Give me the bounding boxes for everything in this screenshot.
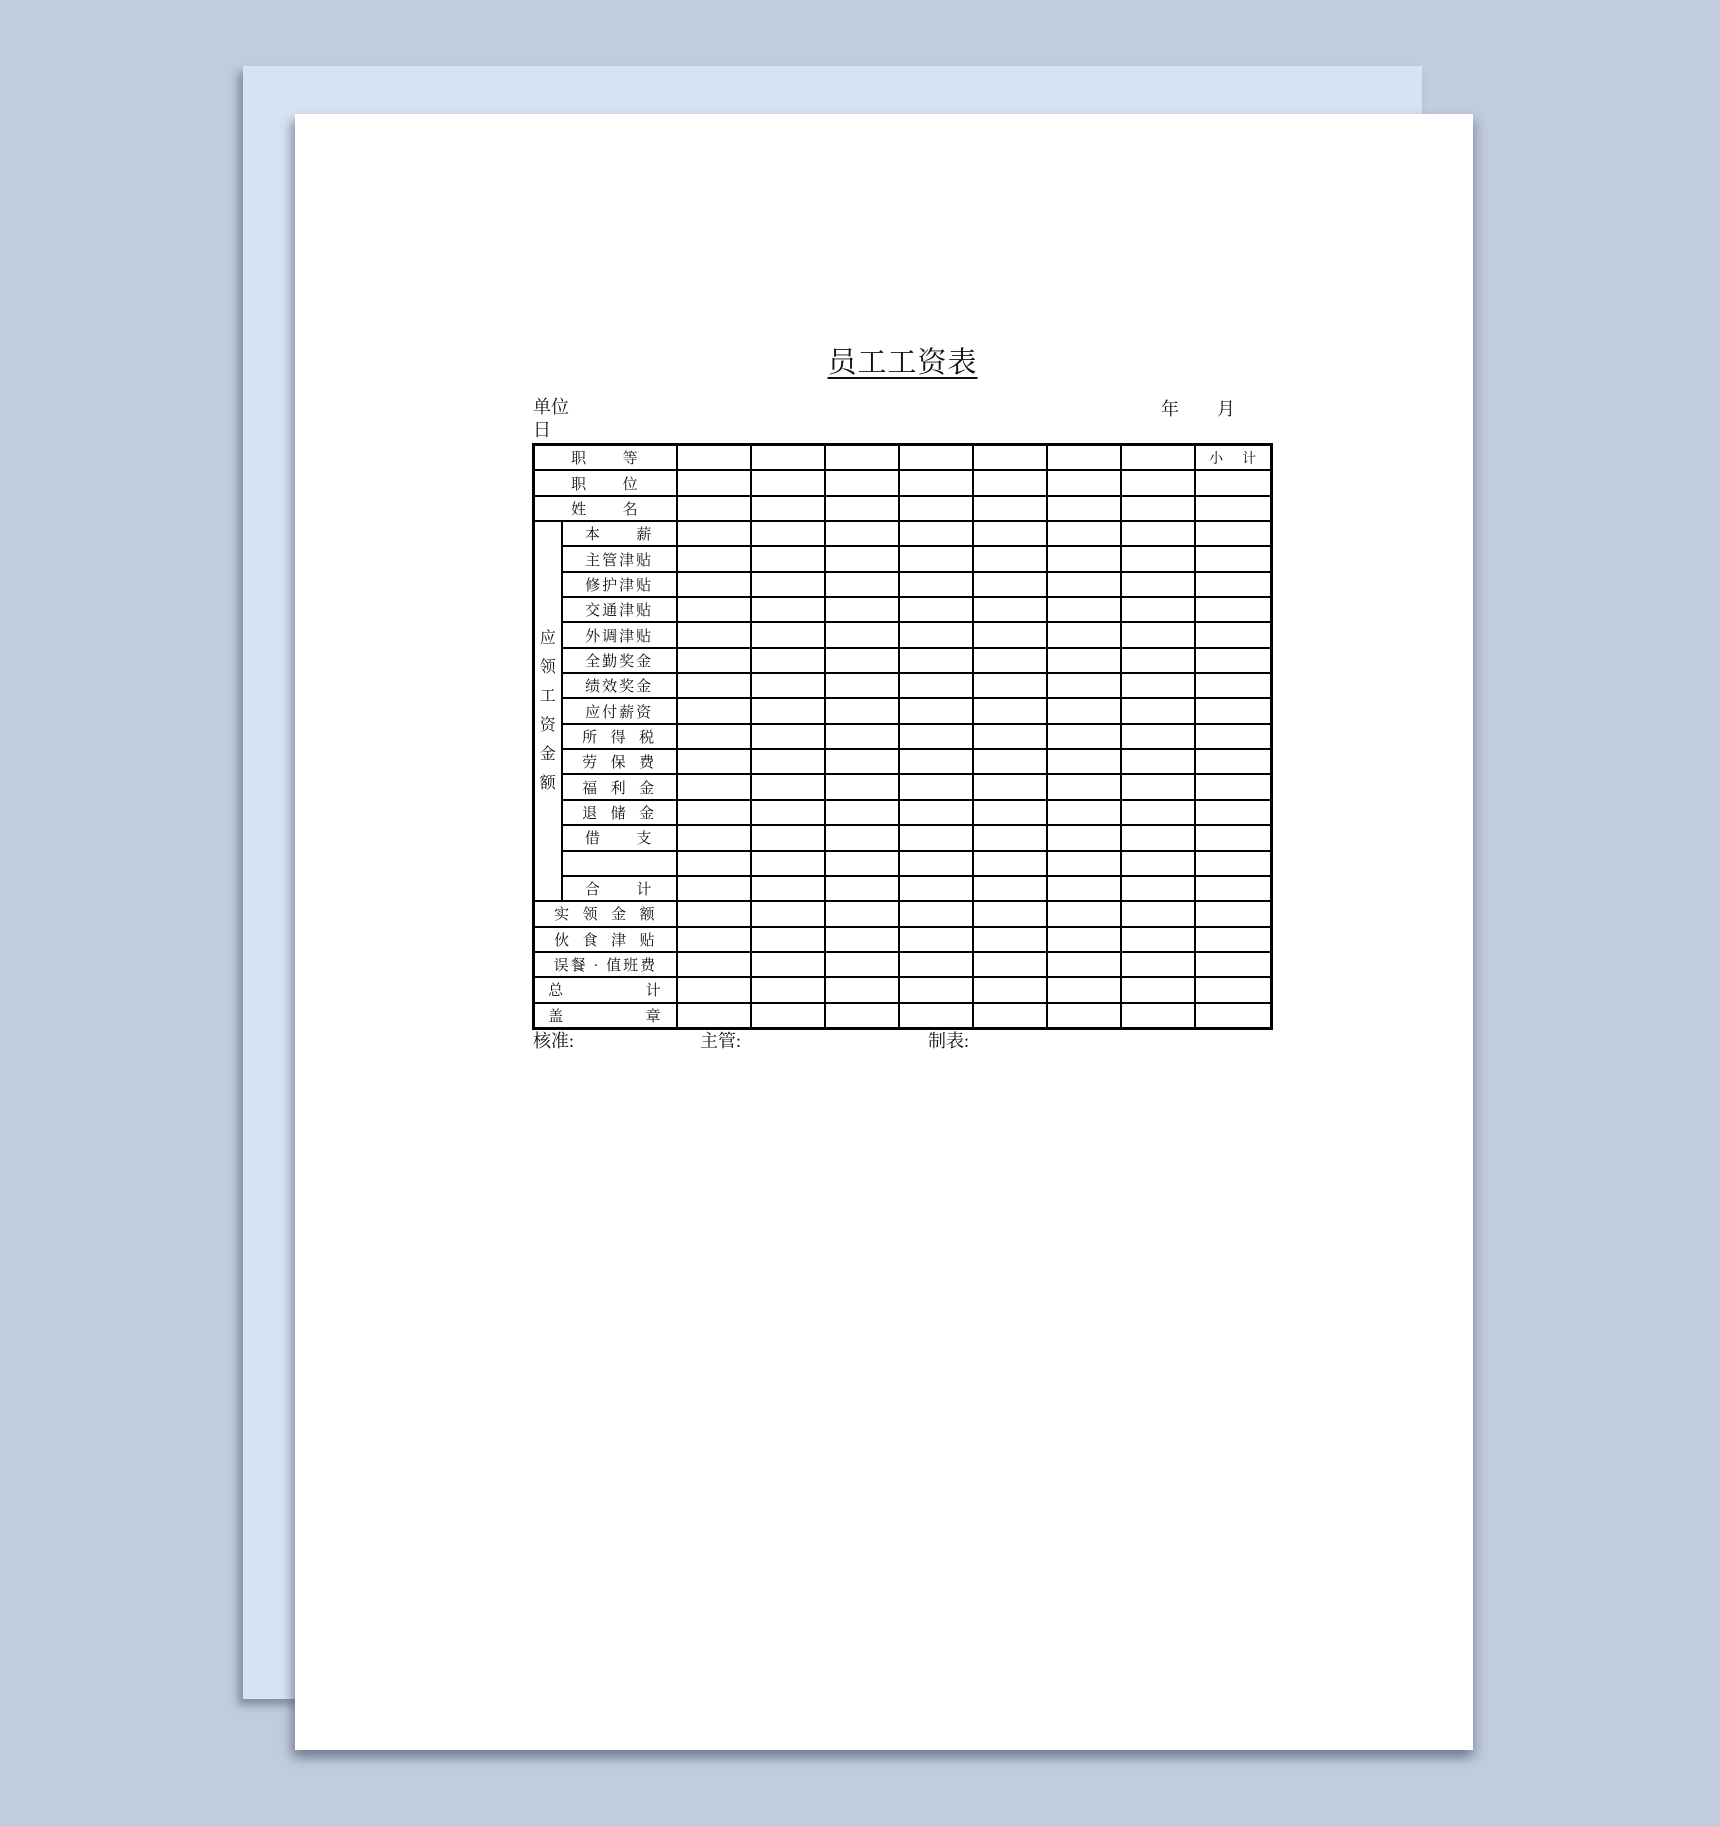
- data-cell: [973, 825, 1047, 850]
- data-cell: [825, 1003, 899, 1029]
- data-cell: [1195, 800, 1271, 825]
- data-cell: [1195, 496, 1271, 521]
- data-cell: [1047, 698, 1121, 723]
- row-labor-insurance: [534, 749, 1272, 774]
- row-label-transport-allowance: 交通津贴: [562, 597, 677, 622]
- row-base-salary: [534, 521, 1272, 546]
- data-cell: [899, 876, 973, 901]
- data-cell: [751, 698, 825, 723]
- data-cell: [899, 749, 973, 774]
- data-cell: [751, 445, 825, 471]
- data-cell: [751, 597, 825, 622]
- data-cell: [973, 927, 1047, 952]
- data-cell: [973, 698, 1047, 723]
- data-cell: [973, 445, 1047, 471]
- data-cell: [825, 546, 899, 571]
- data-cell: [1121, 521, 1195, 546]
- row-label-payable-salary: 应付薪资: [562, 698, 677, 723]
- salary-table: [532, 443, 1273, 1030]
- data-cell: [677, 825, 751, 850]
- approver-label: 核准:: [533, 1031, 575, 1051]
- data-cell: [825, 496, 899, 521]
- row-performance-bonus: [534, 673, 1272, 698]
- data-cell: [677, 445, 751, 471]
- data-cell: [899, 927, 973, 952]
- subtotal-header-cell: 小 计: [1195, 445, 1271, 471]
- data-cell: [1121, 977, 1195, 1002]
- data-cell: [751, 800, 825, 825]
- data-cell: [899, 521, 973, 546]
- data-cell: [1195, 648, 1271, 673]
- data-cell: [1121, 673, 1195, 698]
- data-cell: [973, 749, 1047, 774]
- row-name: [534, 496, 1272, 521]
- data-cell: [751, 825, 825, 850]
- row-supervisor-allowance: [534, 546, 1272, 571]
- row-label-blank: [562, 851, 677, 876]
- row-meal-allowance: [534, 927, 1272, 952]
- data-cell: [677, 698, 751, 723]
- unit-label: 单位: [533, 397, 569, 417]
- row-label-missed-meal-duty-fee: 误餐 · 值班费: [534, 952, 677, 977]
- row-label-transfer-allowance: 外调津贴: [562, 622, 677, 647]
- data-cell: [1047, 445, 1121, 471]
- data-cell: [1195, 521, 1271, 546]
- row-label-maintenance-allowance: 修护津贴: [562, 572, 677, 597]
- data-cell: [973, 800, 1047, 825]
- row-label-supervisor-allowance: 主管津贴: [562, 546, 677, 571]
- data-cell: [677, 546, 751, 571]
- row-label-grade: 职 等: [534, 445, 677, 471]
- data-cell: [899, 1003, 973, 1029]
- row-blank: [534, 851, 1272, 876]
- data-cell: [973, 851, 1047, 876]
- data-cell: [899, 698, 973, 723]
- tabulator-label: 制表:: [928, 1031, 970, 1051]
- page-title: 员工工资表: [827, 347, 978, 379]
- data-cell: [1047, 851, 1121, 876]
- data-cell: [751, 851, 825, 876]
- row-label-meal-allowance: 伙 食 津 贴: [534, 927, 677, 952]
- data-cell: [973, 876, 1047, 901]
- data-cell: [1121, 572, 1195, 597]
- data-cell: [825, 724, 899, 749]
- data-cell: [751, 952, 825, 977]
- data-cell: [973, 673, 1047, 698]
- data-cell: [1121, 698, 1195, 723]
- data-cell: [1195, 825, 1271, 850]
- data-cell: [1047, 724, 1121, 749]
- row-payable-salary: [534, 698, 1272, 723]
- data-cell: [825, 800, 899, 825]
- data-cell: [825, 698, 899, 723]
- data-cell: [677, 901, 751, 926]
- data-cell: [1047, 876, 1121, 901]
- data-cell: [825, 597, 899, 622]
- data-cell: [1195, 749, 1271, 774]
- data-cell: [1195, 546, 1271, 571]
- data-cell: [677, 622, 751, 647]
- row-label-retirement-savings: 退 储 金: [562, 800, 677, 825]
- data-cell: [1121, 901, 1195, 926]
- data-cell: [677, 724, 751, 749]
- data-cell: [973, 1003, 1047, 1029]
- data-cell: [1195, 901, 1271, 926]
- data-cell: [899, 825, 973, 850]
- data-cell: [677, 1003, 751, 1029]
- data-cell: [1121, 496, 1195, 521]
- row-label-position: 职 位: [534, 470, 677, 495]
- row-label-advance: 借 支: [562, 825, 677, 850]
- data-cell: [751, 927, 825, 952]
- row-transport-allowance: [534, 597, 1272, 622]
- data-cell: [973, 521, 1047, 546]
- data-cell: [973, 977, 1047, 1002]
- data-cell: [1121, 749, 1195, 774]
- data-cell: [1195, 774, 1271, 799]
- data-cell: [751, 876, 825, 901]
- data-cell: [1121, 622, 1195, 647]
- document-page: [295, 114, 1473, 1750]
- data-cell: [1195, 1003, 1271, 1029]
- data-cell: [1047, 927, 1121, 952]
- data-cell: [1121, 952, 1195, 977]
- data-cell: [899, 774, 973, 799]
- data-cell: [751, 648, 825, 673]
- data-cell: [1121, 546, 1195, 571]
- data-cell: [677, 876, 751, 901]
- data-cell: [1047, 673, 1121, 698]
- data-cell: [825, 572, 899, 597]
- data-cell: [899, 445, 973, 471]
- data-cell: [825, 521, 899, 546]
- data-cell: [1121, 1003, 1195, 1029]
- data-cell: [973, 622, 1047, 647]
- data-cell: [1047, 521, 1121, 546]
- row-maintenance-allowance: [534, 572, 1272, 597]
- row-retirement-savings: [534, 800, 1272, 825]
- data-cell: [751, 724, 825, 749]
- data-cell: [973, 952, 1047, 977]
- data-cell: [1195, 622, 1271, 647]
- data-cell: [751, 749, 825, 774]
- data-cell: [1121, 851, 1195, 876]
- data-cell: [751, 470, 825, 495]
- row-label-welfare-fund: 福 利 金: [562, 774, 677, 799]
- data-cell: [677, 977, 751, 1002]
- data-cell: [751, 546, 825, 571]
- data-cell: [825, 622, 899, 647]
- data-cell: [973, 546, 1047, 571]
- data-cell: [1047, 572, 1121, 597]
- data-cell: [825, 927, 899, 952]
- data-cell: [1121, 597, 1195, 622]
- data-cell: [677, 851, 751, 876]
- data-cell: [825, 901, 899, 926]
- data-cell: [1195, 952, 1271, 977]
- data-cell: [1047, 749, 1121, 774]
- data-cell: [1047, 648, 1121, 673]
- data-cell: [899, 977, 973, 1002]
- row-label-attendance-bonus: 全勤奖金: [562, 648, 677, 673]
- data-cell: [751, 521, 825, 546]
- data-cell: [751, 774, 825, 799]
- data-cell: [1047, 774, 1121, 799]
- data-cell: [751, 977, 825, 1002]
- data-cell: [1047, 1003, 1121, 1029]
- data-cell: [973, 648, 1047, 673]
- data-cell: [825, 749, 899, 774]
- data-cell: [899, 673, 973, 698]
- month-label: 月: [1217, 399, 1235, 419]
- data-cell: [1121, 876, 1195, 901]
- data-cell: [825, 876, 899, 901]
- data-cell: [899, 800, 973, 825]
- data-cell: [1121, 724, 1195, 749]
- row-seal: [534, 1003, 1272, 1029]
- data-cell: [973, 597, 1047, 622]
- data-cell: [825, 952, 899, 977]
- row-position: [534, 470, 1272, 495]
- data-cell: [1047, 546, 1121, 571]
- data-cell: [1195, 597, 1271, 622]
- row-label-performance-bonus: 绩效奖金: [562, 673, 677, 698]
- data-cell: [677, 521, 751, 546]
- data-cell: [1195, 673, 1271, 698]
- data-cell: [1195, 876, 1271, 901]
- data-cell: [1195, 572, 1271, 597]
- group-char: 领: [539, 658, 556, 676]
- data-cell: [1195, 698, 1271, 723]
- data-cell: [677, 774, 751, 799]
- data-cell: [1195, 851, 1271, 876]
- data-cell: [899, 901, 973, 926]
- data-cell: [1121, 445, 1195, 471]
- year-label: 年: [1161, 399, 1179, 419]
- day-label: 日: [533, 420, 551, 440]
- data-cell: [1047, 952, 1121, 977]
- data-cell: [751, 673, 825, 698]
- data-cell: [973, 774, 1047, 799]
- data-cell: [825, 774, 899, 799]
- data-cell: [1195, 724, 1271, 749]
- row-label-income-tax: 所 得 税: [562, 724, 677, 749]
- data-cell: [1047, 496, 1121, 521]
- data-cell: [677, 496, 751, 521]
- data-cell: [1121, 774, 1195, 799]
- data-cell: [677, 952, 751, 977]
- data-cell: [825, 445, 899, 471]
- row-income-tax: [534, 724, 1272, 749]
- row-label-grand-total: 总 计: [534, 977, 677, 1002]
- data-cell: [1047, 470, 1121, 495]
- row-transfer-allowance: [534, 622, 1272, 647]
- data-cell: [825, 470, 899, 495]
- row-label-net-amount: 实 领 金 额: [534, 901, 677, 926]
- data-cell: [1047, 977, 1121, 1002]
- row-advance: [534, 825, 1272, 850]
- data-cell: [751, 901, 825, 926]
- data-cell: [1121, 825, 1195, 850]
- data-cell: [899, 496, 973, 521]
- row-label-labor-insurance: 劳 保 费: [562, 749, 677, 774]
- data-cell: [973, 901, 1047, 926]
- data-cell: [1195, 470, 1271, 495]
- group-char: 额: [539, 774, 556, 792]
- group-char: 工: [539, 687, 556, 705]
- group-char: 应: [539, 629, 556, 647]
- data-cell: [1195, 927, 1271, 952]
- supervisor-label: 主管:: [700, 1031, 742, 1051]
- data-cell: [899, 597, 973, 622]
- data-cell: [751, 1003, 825, 1029]
- data-cell: [1047, 901, 1121, 926]
- data-cell: [825, 825, 899, 850]
- row-missed-meal-duty-fee: [534, 952, 1272, 977]
- data-cell: [677, 800, 751, 825]
- data-cell: [1047, 622, 1121, 647]
- row-total: [534, 876, 1272, 901]
- data-cell: [1047, 825, 1121, 850]
- data-cell: [899, 546, 973, 571]
- data-cell: [1121, 648, 1195, 673]
- data-cell: [1195, 977, 1271, 1002]
- data-cell: [1047, 800, 1121, 825]
- data-cell: [899, 648, 973, 673]
- data-cell: [1121, 470, 1195, 495]
- data-cell: [677, 749, 751, 774]
- row-welfare-fund: [534, 774, 1272, 799]
- data-cell: [899, 952, 973, 977]
- data-cell: [973, 470, 1047, 495]
- data-cell: [899, 851, 973, 876]
- data-cell: [825, 977, 899, 1002]
- data-cell: [677, 597, 751, 622]
- data-cell: [825, 673, 899, 698]
- data-cell: [899, 572, 973, 597]
- data-cell: [899, 724, 973, 749]
- data-cell: [677, 572, 751, 597]
- row-label-base-salary: 本 薪: [562, 521, 677, 546]
- row-grade: [534, 445, 1272, 471]
- data-cell: [677, 927, 751, 952]
- data-cell: [899, 622, 973, 647]
- data-cell: [899, 470, 973, 495]
- data-cell: [825, 851, 899, 876]
- group-char: 金: [539, 745, 556, 763]
- data-cell: [1121, 800, 1195, 825]
- data-cell: [677, 648, 751, 673]
- data-cell: [973, 572, 1047, 597]
- group-label-payable-salary-amount: [534, 521, 562, 901]
- row-attendance-bonus: [534, 648, 1272, 673]
- row-label-total: 合 计: [562, 876, 677, 901]
- data-cell: [677, 673, 751, 698]
- data-cell: [1047, 597, 1121, 622]
- data-cell: [973, 496, 1047, 521]
- data-cell: [751, 622, 825, 647]
- group-char: 资: [539, 716, 556, 734]
- data-cell: [751, 496, 825, 521]
- data-cell: [677, 470, 751, 495]
- row-label-seal: 盖 章: [534, 1003, 677, 1029]
- row-net-amount: [534, 901, 1272, 926]
- data-cell: [751, 572, 825, 597]
- data-cell: [825, 648, 899, 673]
- row-label-name: 姓 名: [534, 496, 677, 521]
- row-grand-total: [534, 977, 1272, 1002]
- data-cell: [1121, 927, 1195, 952]
- data-cell: [973, 724, 1047, 749]
